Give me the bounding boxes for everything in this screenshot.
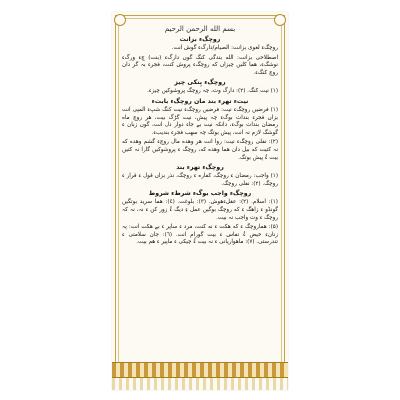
bottom-ornament-band	[112, 362, 288, 378]
document-content	[122, 24, 278, 360]
section-heading: روچگء بزانت	[179, 36, 221, 43]
section-heading: روچگء واجب بوگء شرطء شروط	[148, 190, 252, 198]
text-blocks	[122, 36, 278, 247]
paragraph: (۱): اسلام. (۲): عقلءهوش. (۳): بلوغت. (٤): هما سرید بوتگیں گونڈو ء زاهگ ء که روچگ بوگیں عمل ءِ دیگ ءُ زور کن ء نہ، نہ کہ روچگ ء وت واجب نہ بیت.	[122, 199, 278, 221]
section-heading: روچگء بِنکی چیز	[174, 79, 226, 87]
paragraph: (۱) فرضیں روچگء نیت: فرضیں روچگء نیت کنگ شپء المپی انت بزاں فجرء بندات بوگء چہ پیش، نیت گڑگ بیت، هر روچ ماه رمضان بندات بوگء، دانکہ نیت بے جاء دوار دل انت، گوں زبان ء گوشگ لازم نہ انت، پیش بوتگ چہ سهب فجرء بندیبء.	[122, 106, 278, 136]
paragraph: (۱) نیت کنگ. (۲): دارگ وت، چہ روچگ پروشوکیں چیزء.	[147, 88, 278, 95]
bottom-ornament-strip	[112, 378, 288, 390]
bismillah-header: بسم الله الرحمن الرحيم	[164, 25, 236, 33]
paragraph: اصطلاحی بزانت: الله بندگی کنگ گوں دارگء (بنت) چء ورگء نوشگء، هما کلیں چیزاں که روچگء پروش کنت، فجرء بہ گر دان روچ کنگء.	[122, 54, 278, 76]
paragraph: روچگء لغوی بزانت: الصیام/دارگء گوش انت.	[171, 45, 278, 51]
paragraph: (۲): نفلی روچگء نیت: روا انت هر وهده مال روچء گشم وهده که نہ کتیت که بیل دان هما وهده که، روچگ ء پروشوکیں گارا نہ کتیں بیت ءُ پیش بوتگ.	[122, 139, 278, 161]
paragraph: (۱) واجب: رمضان ء روچگ، کفاره ء روچگ، نذر بزاں قول ء قرار ء روچگ. (۲): نفلی روچگ.	[122, 173, 278, 187]
section-heading: نیتء تهرء بند مان روچگء بابتء	[151, 97, 249, 105]
section-heading: روچگء تهرء بند	[176, 164, 224, 172]
document-page	[112, 12, 288, 390]
paragraph: (۵): هماروچگ ء که هکت ء نه کنت، مرد ء ساپر ء بے هکت انت: پہ زنانء حیض ءُ نفاس ء بیت گورام انت. (٦): جان سلامتی ء تندرستی. (۷): ماهواریانی ء نہ بیت ءُ چیکی ء ماپیر ء هم بیت.	[122, 224, 278, 246]
